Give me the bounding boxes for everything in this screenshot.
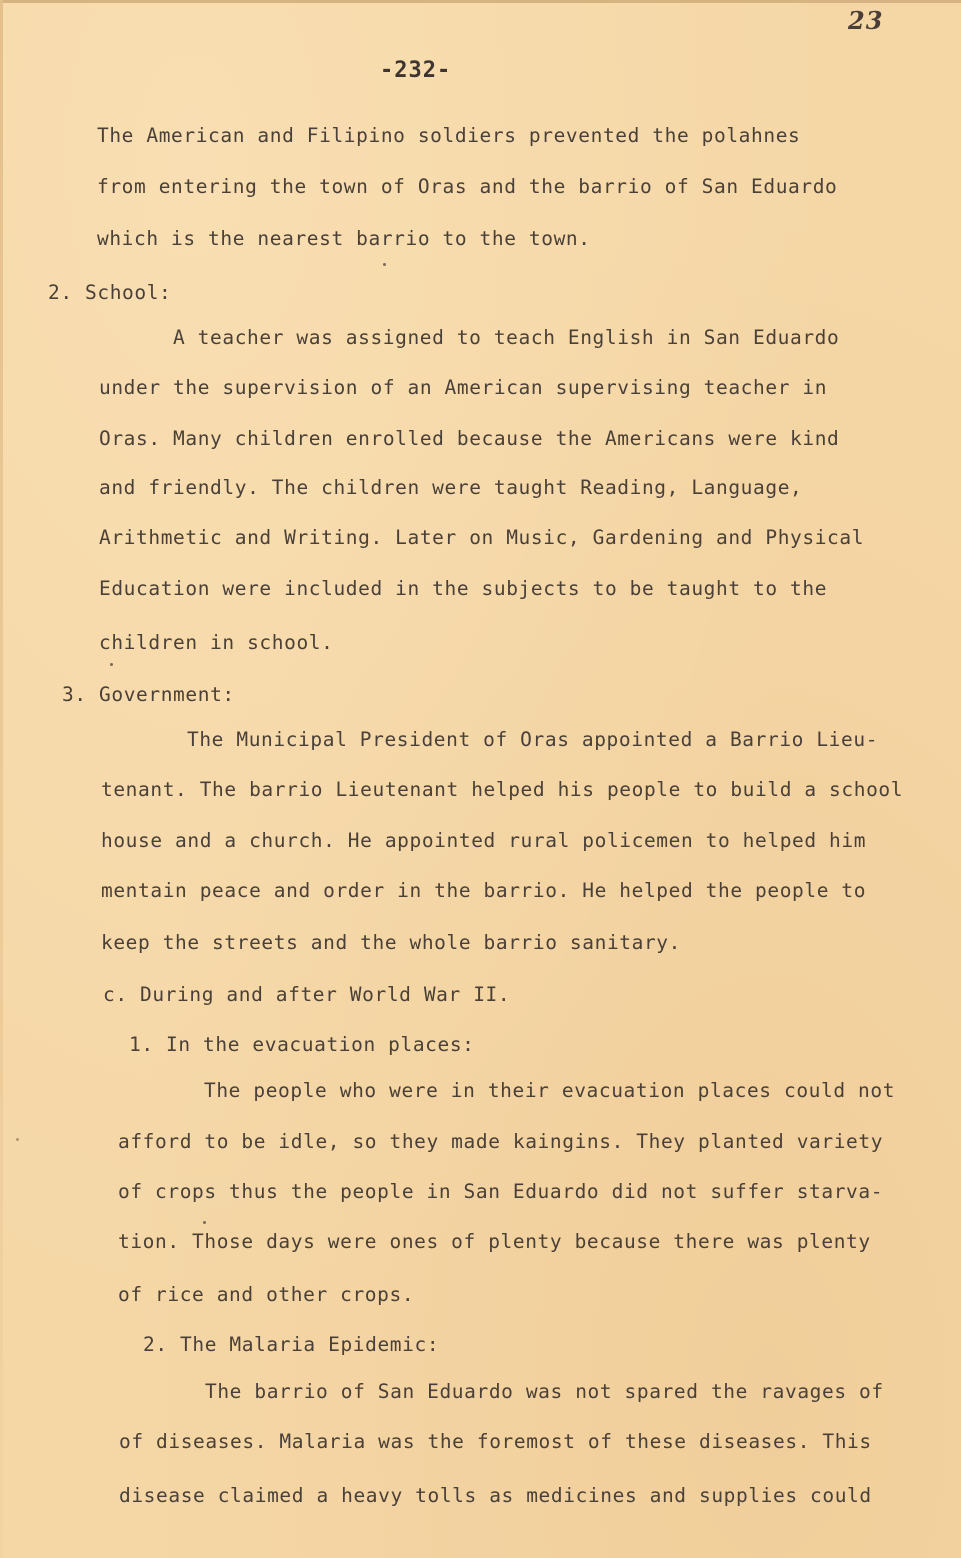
text-line: children in school.	[99, 631, 334, 654]
text-line: house and a church. He appointed rural policemen to helped him	[101, 829, 867, 852]
text-line: mentain peace and order in the barrio. He helped the people to	[101, 879, 867, 902]
handwritten-folio-number: 23	[848, 6, 884, 35]
text-line: which is the nearest barrio to the town.	[97, 227, 591, 250]
ink-speck	[383, 263, 386, 266]
section-heading: c. During and after World War II.	[103, 983, 511, 1006]
text-line: Arithmetic and Writing. Later on Music, Gardening and Physical	[99, 526, 865, 549]
text-line: The barrio of San Eduardo was not spared the ravages of	[205, 1380, 884, 1403]
text-line: tion. Those days were ones of plenty because there was plenty	[118, 1230, 871, 1253]
text-line: The Municipal President of Oras appointed a Barrio Lieu-	[187, 728, 879, 751]
paper-top-edge	[0, 0, 961, 3]
text-line: afford to be idle, so they made kaingins. They planted variety	[118, 1130, 884, 1153]
section-heading: 2. School:	[48, 281, 172, 304]
page-number: -232-	[380, 58, 452, 83]
text-line: of diseases. Malaria was the foremost of these diseases. This	[119, 1430, 872, 1453]
text-line: from entering the town of Oras and the barrio of San Eduardo	[97, 175, 838, 198]
ink-speck	[110, 663, 113, 666]
text-line: and friendly. The children were taught Reading, Language,	[99, 476, 803, 499]
text-line: under the supervision of an American supervising teacher in	[99, 376, 828, 399]
text-line: tenant. The barrio Lieutenant helped his people to build a school	[101, 778, 904, 801]
subsection-heading: 2. The Malaria Epidemic:	[143, 1333, 440, 1356]
text-line: disease claimed a heavy tolls as medicines and supplies could	[119, 1484, 872, 1507]
text-line: A teacher was assigned to teach English in San Eduardo	[173, 326, 840, 349]
text-line: keep the streets and the whole barrio sanitary.	[101, 931, 681, 954]
text-line: Education were included in the subjects to be taught to the	[99, 577, 828, 600]
subsection-heading: 1. In the evacuation places:	[129, 1033, 475, 1056]
text-line: The people who were in their evacuation places could not	[204, 1079, 896, 1102]
text-line: of rice and other crops.	[118, 1283, 415, 1306]
ink-speck	[203, 1221, 206, 1224]
paper-speck	[16, 1138, 19, 1141]
text-line: of crops thus the people in San Eduardo did not suffer starva-	[118, 1180, 884, 1203]
text-line: Oras. Many children enrolled because the Americans were kind	[99, 427, 840, 450]
section-heading: 3. Government:	[62, 683, 235, 706]
paper-left-edge	[0, 0, 3, 1558]
text-line: The American and Filipino soldiers prevented the polahnes	[97, 124, 801, 147]
